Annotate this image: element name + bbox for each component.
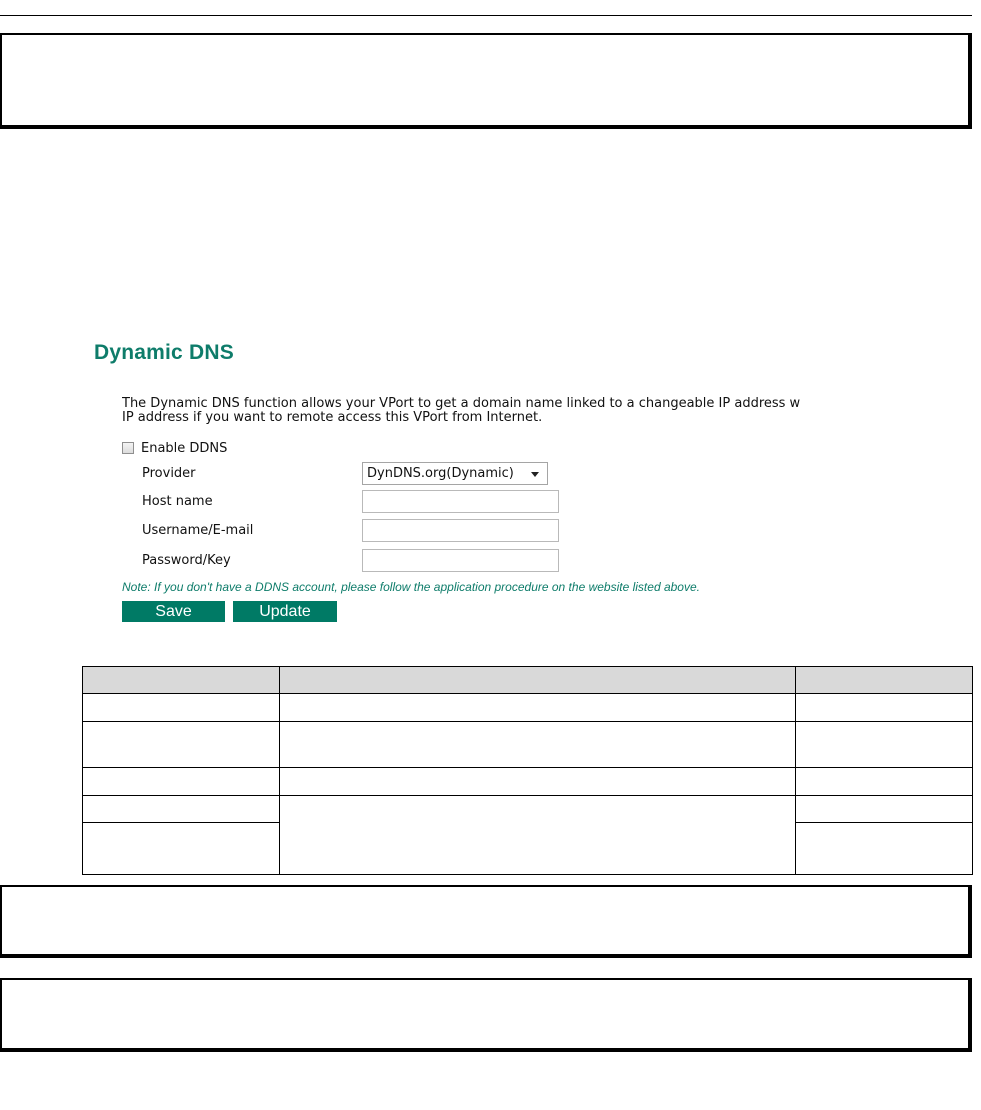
host-name-label: Host name <box>142 494 213 509</box>
description-line-1: The Dynamic DNS function allows your VPort to get a domain name linked to a changeable IP address w <box>122 397 801 411</box>
table-header-cell <box>280 667 796 694</box>
table-cell <box>83 768 280 796</box>
update-button[interactable]: Update <box>233 601 337 622</box>
table-cell <box>83 722 280 768</box>
table-cell <box>280 694 796 722</box>
username-input[interactable] <box>362 519 559 542</box>
table-cell-merged <box>280 796 796 875</box>
description-line-2: IP address if you want to remote access this VPort from Internet. <box>122 410 543 425</box>
table-header-row <box>83 667 973 694</box>
table-header-cell <box>83 667 280 694</box>
table-row <box>83 722 973 768</box>
table-header-cell <box>796 667 973 694</box>
table-cell <box>83 694 280 722</box>
password-label: Password/Key <box>142 553 231 568</box>
page-title: Dynamic DNS <box>94 341 234 364</box>
provider-select[interactable] <box>362 462 548 485</box>
enable-ddns-checkbox[interactable] <box>122 442 134 454</box>
description <box>122 397 882 425</box>
provider-selected-value: DynDNS.org(Dynamic) <box>367 466 514 481</box>
table-cell <box>796 823 973 875</box>
password-input[interactable] <box>362 549 559 572</box>
table-cell <box>796 694 973 722</box>
table-row <box>83 768 973 796</box>
table-row <box>83 694 973 722</box>
note-box <box>0 33 972 129</box>
chevron-down-icon <box>531 472 539 477</box>
table-cell <box>796 796 973 823</box>
enable-ddns-row[interactable] <box>122 440 227 456</box>
note-box <box>0 978 972 1052</box>
table-cell <box>280 722 796 768</box>
username-label: Username/E-mail <box>142 523 254 538</box>
settings-table <box>82 666 973 875</box>
table-row <box>83 796 973 823</box>
provider-label: Provider <box>142 466 196 481</box>
table-cell <box>280 768 796 796</box>
enable-ddns-label: Enable DDNS <box>141 440 228 456</box>
save-button[interactable]: Save <box>122 601 225 622</box>
top-rule <box>0 15 972 16</box>
note-box <box>0 885 972 958</box>
table-cell <box>83 796 280 823</box>
table-cell <box>83 823 280 875</box>
table-cell <box>796 722 973 768</box>
host-name-input[interactable] <box>362 490 559 513</box>
ddns-note: Note: If you don't have a DDNS account, please follow the application procedure on the website listed above. <box>122 580 700 594</box>
table-cell <box>796 768 973 796</box>
